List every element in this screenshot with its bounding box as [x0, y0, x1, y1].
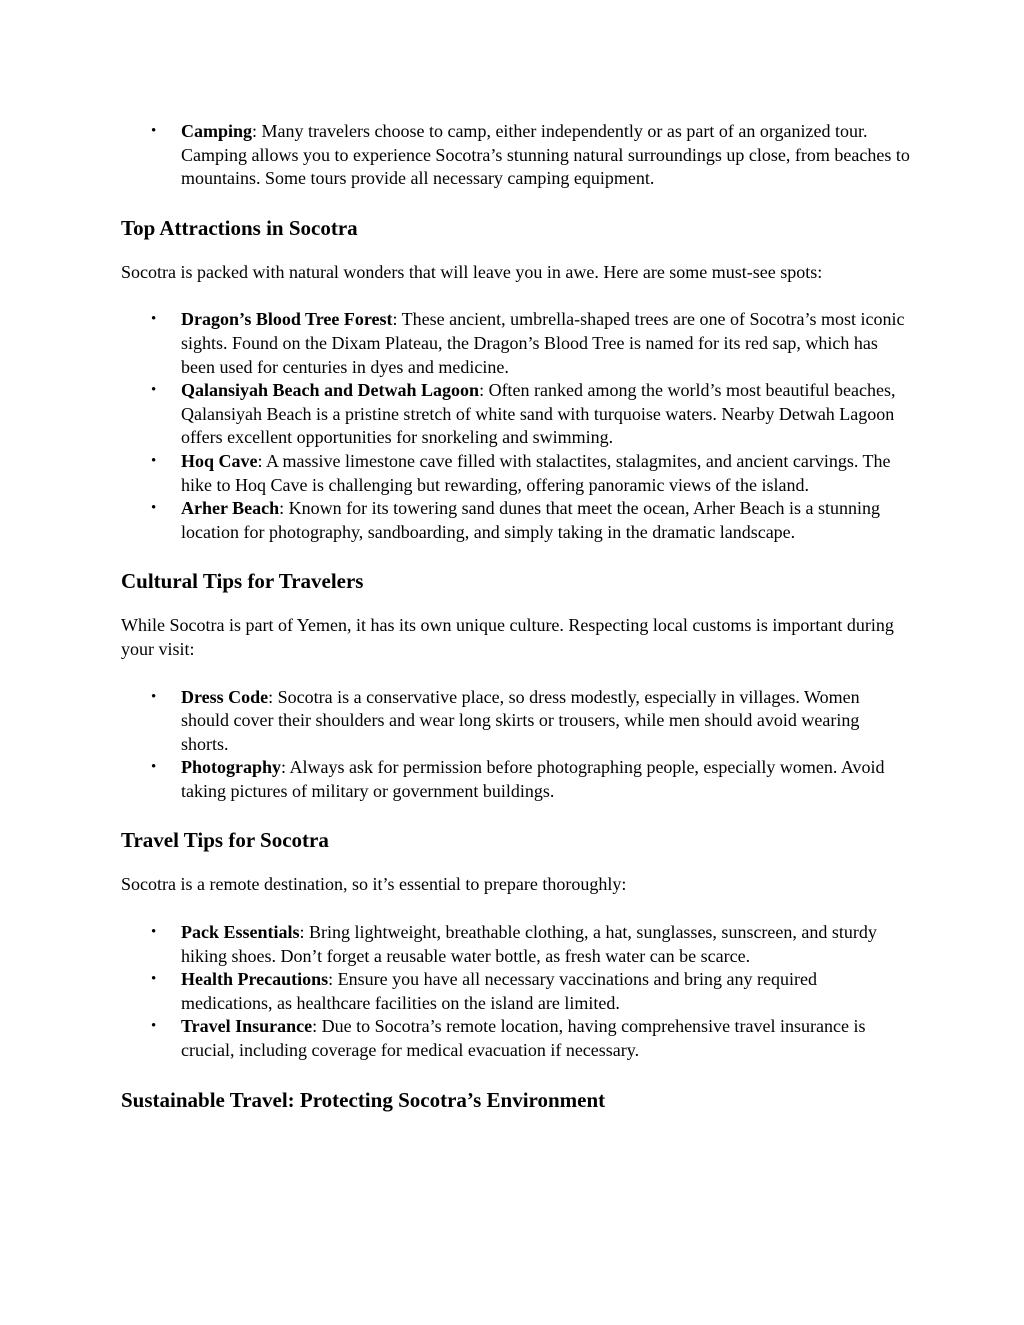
- bullet-icon: •: [151, 924, 157, 941]
- item-text: : Always ask for permission before photographing people, especially women. Avoid taking pictures of military or government buildings.: [181, 757, 885, 801]
- bullet-icon: •: [151, 1018, 157, 1035]
- item-term: Photography: [181, 757, 282, 778]
- document-body: [121, 120, 911, 1113]
- bullet-icon: •: [151, 759, 157, 776]
- list-item: [121, 120, 911, 191]
- item-text: : Socotra is a conservative place, so dress modestly, especially in villages. Women should cover their shoulders and wear long skirts or trousers, while men should avoid wearing shorts.: [181, 686, 860, 754]
- camping-list: [121, 120, 911, 191]
- list-item: [121, 756, 911, 803]
- attractions-intro: Socotra is packed with natural wonders that will leave you in awe. Here are some must-see spots:: [121, 261, 823, 282]
- item-term: Dress Code: [181, 686, 269, 707]
- cultural-intro: While Socotra is part of Yemen, it has its own unique culture. Respecting local customs is important during your visit:: [121, 615, 894, 659]
- bullet-icon: •: [151, 452, 157, 469]
- section-heading-travel-tips: Travel Tips for Socotra: [121, 828, 329, 853]
- section-heading-sustainable: Sustainable Travel: Protecting Socotra’s Environment: [121, 1087, 606, 1112]
- item-term: Dragon’s Blood Tree Forest: [181, 309, 393, 330]
- list-item: [121, 686, 911, 757]
- section-heading-attractions: Top Attractions in Socotra: [121, 215, 358, 240]
- bullet-icon: •: [151, 500, 157, 517]
- list-item: [121, 1015, 911, 1062]
- item-term: Arher Beach: [181, 498, 280, 519]
- item-text: : Often ranked among the world’s most beautiful beaches, Qalansiyah Beach is a pristine stretch of white sand with turquoise waters. Nearby Detwah Lagoon offers excellent opportunities for snorkeling and swimming.: [181, 380, 896, 448]
- item-text: : A massive limestone cave filled with stalactites, stalagmites, and ancient carvings. The hike to Hoq Cave is challenging but rewarding, offering panoramic views of the island.: [181, 450, 891, 495]
- item-text: : Many travelers choose to camp, either independently or as part of an organized tour. Camping allows you to experience Socotra’s stunning natural surroundings up close, from beaches to mountains. Some tours provide all necessary camping equipment.: [181, 121, 910, 189]
- travel-tips-list: [121, 921, 911, 1063]
- list-item: [121, 497, 911, 544]
- bullet-icon: •: [151, 311, 157, 328]
- item-term: Travel Insurance: [181, 1016, 313, 1037]
- item-text: : Bring lightweight, breathable clothing, a hat, sunglasses, sunscreen, and sturdy hiking shoes. Don’t forget a reusable water bottle, as fresh water can be scarce.: [181, 922, 877, 966]
- section-heading-cultural: Cultural Tips for Travelers: [121, 569, 364, 594]
- item-term: Camping: [181, 121, 253, 141]
- item-text: : Known for its towering sand dunes that meet the ocean, Arher Beach is a stunning location for photography, sandboarding, and simply taking in the dramatic landscape.: [181, 498, 881, 542]
- item-term: Hoq Cave: [181, 450, 258, 471]
- list-item: [121, 450, 911, 497]
- item-term: Pack Essentials: [181, 922, 300, 943]
- item-text: : Due to Socotra’s remote location, having comprehensive travel insurance is crucial, including coverage for medical evacuation if necessary.: [181, 1016, 866, 1061]
- list-item: [121, 968, 911, 1015]
- bullet-icon: •: [151, 123, 157, 139]
- cultural-list: [121, 686, 911, 804]
- item-term: Qalansiyah Beach and Detwah Lagoon: [181, 380, 480, 401]
- travel-tips-intro: Socotra is a remote destination, so it’s essential to prepare thoroughly:: [121, 874, 627, 895]
- attractions-list: [121, 308, 911, 544]
- list-item: [121, 308, 911, 379]
- list-item: [121, 379, 911, 450]
- bullet-icon: •: [151, 688, 157, 705]
- item-term: Health Precautions: [181, 969, 329, 990]
- item-text: : These ancient, umbrella-shaped trees are one of Socotra’s most iconic sights. Found on the Dixam Plateau, the Dragon’s Blood Tree is named for its red sap, which has been used for centuries in dyes and medicine.: [181, 309, 905, 377]
- list-item: [121, 921, 911, 968]
- item-text: : Ensure you have all necessary vaccinations and bring any required medications, as healthcare facilities on the island are limited.: [181, 969, 817, 1013]
- bullet-icon: •: [151, 971, 157, 988]
- bullet-icon: •: [151, 382, 157, 399]
